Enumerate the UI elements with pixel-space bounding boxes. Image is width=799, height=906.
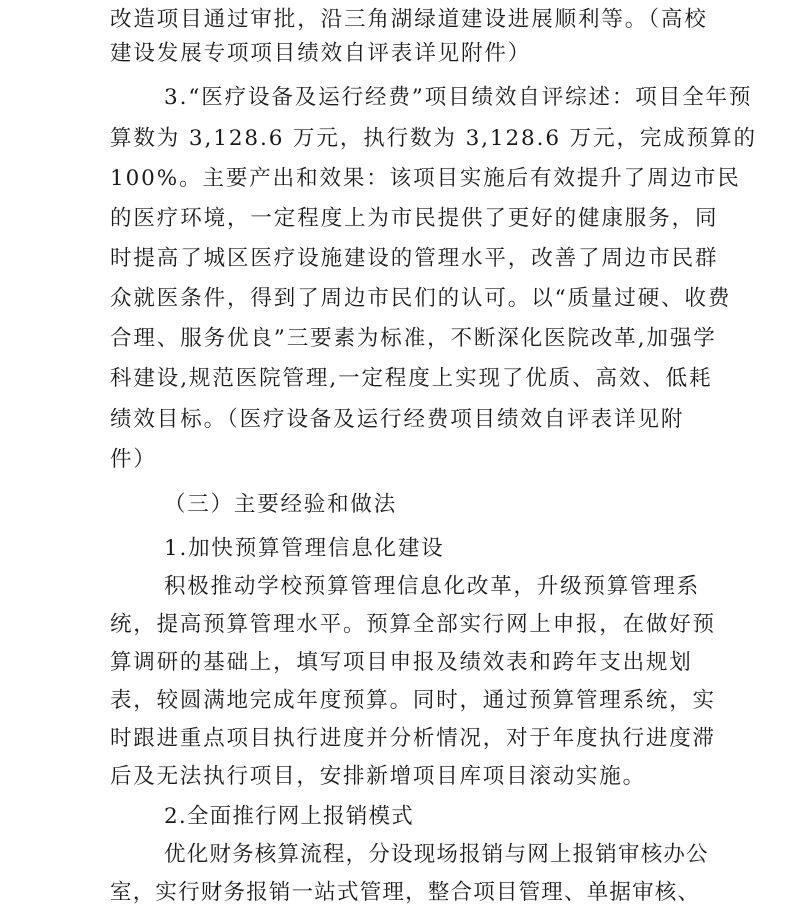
paragraph-line: 众就医条件，得到了周边市民们的认可。以“质量过硬、收费 [110, 286, 732, 311]
paragraph-line: 合理、服务优良”三要素为标准，不断深化医院改革,加强学 [110, 326, 717, 351]
paragraph-line: 室，实行财务报销一站式管理，整合项目管理、单据审核、 [110, 880, 701, 905]
paragraph-line: 后及无法执行项目，安排新增项目库项目滚动实施。 [110, 764, 646, 789]
paragraph-line: 100%。主要产出和效果：该项目实施后有效提升了周边市民 [110, 166, 741, 191]
paragraph-line: 时跟进重点项目执行进度并分析情况，对于年度执行进度滞 [110, 726, 716, 751]
paragraph-line: 的医疗环境，一定程度上为市民提供了更好的健康服务，同 [110, 206, 719, 231]
section-heading: （三）主要经验和做法 [164, 492, 398, 517]
paragraph-line: 改造项目通过审批，沿三角湖绿道建设进展顺利等。（高校 [110, 7, 708, 32]
paragraph-line: 3.“医疗设备及运行经费”项目绩效自评综述：项目全年预 [164, 85, 753, 110]
paragraph-line: 算数为 3,128.6 万元，执行数为 3,128.6 万元，完成预算的 [110, 126, 757, 151]
paragraph-line: 建设发展专项项目绩效自评表详见附件） [110, 41, 532, 66]
paragraph-line: 算调研的基础上，填写项目申报及绩效表和跨年支出规划 [110, 650, 693, 675]
paragraph-line: 统，提高预算管理水平。预算全部实行网上申报，在做好预 [110, 612, 716, 637]
paragraph-line: 绩效目标。（医疗设备及运行经费项目绩效自评表详见附 [110, 407, 685, 432]
paragraph-line: 科建设,规范医院管理,一定程度上实现了优质、高效、低耗 [110, 366, 713, 391]
paragraph-line: 优化财务核算流程，分设现场报销与网上报销审核办公 [164, 842, 709, 867]
paragraph-line: 时提高了城区医疗设施建设的管理水平，改善了周边市民群 [110, 246, 719, 271]
paragraph-line: 件） [110, 447, 157, 472]
paragraph-line: 积极推动学校预算管理信息化改革，升级预算管理系 [164, 574, 700, 599]
subsection-heading: 1.加快预算管理信息化建设 [164, 536, 445, 561]
subsection-heading: 2.全面推行网上报销模式 [164, 804, 414, 829]
paragraph-line: 表，较圆满地完成年度预算。同时，通过预算管理系统，实 [110, 688, 716, 713]
